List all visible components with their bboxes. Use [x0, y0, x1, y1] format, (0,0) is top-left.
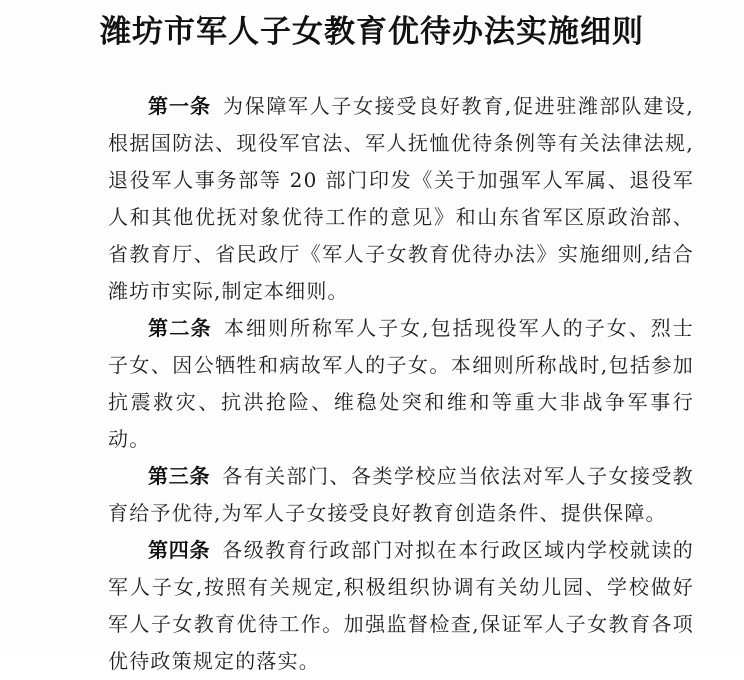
article-3-text: 各有关部门、各类学校应当依法对军人子女接受教育给予优待,为军人子女接受良好教育创造条件、提供保障。 [108, 464, 694, 525]
article-2 [108, 310, 694, 458]
article-4-label: 第四条 [148, 538, 211, 562]
article-4-text: 各级教育行政部门对拟在本行政区域内学校就读的军人子女,按照有关规定,积极组织协调有关幼儿园、学校做好军人子女教育优待工作。加强监督检查,保证军人子女教育各项优待政策规定的落实。 [108, 538, 694, 673]
article-list [108, 88, 694, 680]
article-1-label: 第一条 [148, 94, 211, 118]
article-2-text: 本细则所称军人子女,包括现役军人的子女、烈士子女、因公牺牲和病故军人的子女。本细则所称战时,包括参加抗震救灾、抗洪抢险、维稳处突和维和等重大非战争军事行动。 [108, 316, 694, 451]
article-1 [108, 88, 694, 310]
article-2-label: 第二条 [148, 316, 212, 340]
article-3 [108, 458, 694, 532]
article-3-label: 第三条 [148, 464, 211, 488]
document-title: 潍坊市军人子女教育优待办法实施细则 [100, 14, 644, 50]
article-4 [108, 532, 694, 680]
article-1-text: 为保障军人子女接受良好教育,促进驻潍部队建设,根据国防法、现役军官法、军人抚恤优待条例等有关法律法规,退役军人事务部等 20 部门印发《关于加强军人军属、退役军人和其他优抚对象优待工作的意见》和山东省军区原政治部、省教育厅、省民政厅《军人子女教育优待办法》实施细则,结合潍坊市实际,制定本细则。 [108, 94, 694, 303]
